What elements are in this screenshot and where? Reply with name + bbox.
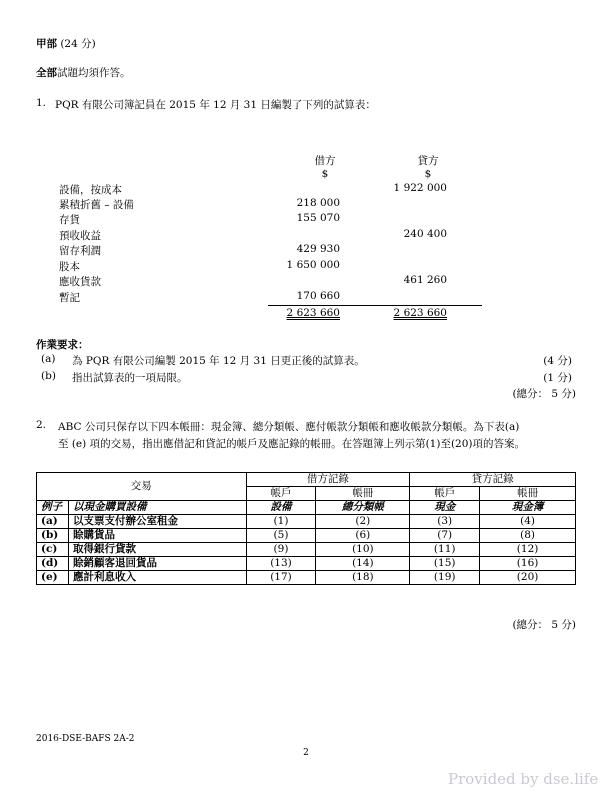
example-desc: 以現金購買設備 (68, 501, 246, 515)
debit-currency: $ (321, 168, 329, 180)
transactions-table (36, 472, 576, 585)
row-tag: (b) (37, 529, 69, 543)
row-c4: (20) (480, 571, 576, 585)
q1-req-text: 指出試算表的一項局限。 (72, 372, 188, 384)
example-credit-book: 現金簿 (480, 501, 576, 515)
tb-row-label: 設備，按成本 (59, 184, 122, 196)
row-c2: (14) (316, 557, 410, 571)
row-c1: (9) (246, 543, 316, 557)
trial-balance-debit-header: 借方 (314, 155, 336, 167)
q2-line1: ABC 公司只保存以下四本帳冊：現金簿、總分類帳、應付帳款分類帳和應收帳款分類帳。為下表(a) (58, 421, 520, 433)
row-c3: (19) (410, 571, 480, 585)
tb-row-label: 股本 (59, 261, 80, 273)
row-c4: (16) (480, 557, 576, 571)
tb-total-credit: 2 623 660 (393, 307, 447, 319)
row-c3: (15) (410, 557, 480, 571)
example-debit-account: 設備 (246, 501, 316, 515)
table-row (37, 529, 576, 543)
q1-req-text: 為 PQR 有限公司編製 2015 年 12 月 31 日更正後的試算表。 (72, 355, 365, 367)
row-c2: (18) (316, 571, 410, 585)
tb-row-debit: 170 660 (296, 290, 340, 302)
row-c2: (6) (316, 529, 410, 543)
section-title (36, 36, 96, 51)
instruction-bold: 全部 (36, 67, 57, 79)
table-row (37, 571, 576, 585)
example-row (37, 501, 576, 515)
trial-balance-credit-header: 貸方 (417, 155, 439, 167)
table-row (37, 515, 576, 529)
row-desc: 取得銀行貸款 (68, 543, 246, 557)
q2-number: 2. (36, 419, 47, 431)
example-tag: 例子 (37, 501, 69, 515)
row-c4: (4) (480, 515, 576, 529)
row-c1: (5) (246, 529, 316, 543)
row-tag: (e) (37, 571, 69, 585)
row-tag: (c) (37, 543, 69, 557)
q2-line2: 至 (e) 項的交易，指出應借記和貸記的帳戶及應記錄的帳冊。在答題簿上列示第(1)至(20)項的答案。 (58, 438, 526, 450)
row-c3: (7) (410, 529, 480, 543)
row-c1: (17) (246, 571, 316, 585)
header-credit-entry: 貸方記錄 (410, 473, 576, 487)
instruction-rest: 試題均須作答。 (57, 67, 131, 79)
header-debit-entry: 借方記錄 (246, 473, 410, 487)
row-c3: (11) (410, 543, 480, 557)
tb-row-credit: 461 260 (403, 274, 447, 286)
row-tag: (d) (37, 557, 69, 571)
q1-req-tag: (b) (41, 370, 56, 382)
header-debit-account: 帳戶 (246, 487, 316, 501)
tb-row-label: 存貨 (59, 214, 80, 226)
row-desc: 應計利息收入 (68, 571, 246, 585)
watermark: Provided by dse.life (448, 770, 599, 788)
tb-row-debit: 218 000 (296, 197, 340, 209)
tb-total-rule (268, 305, 482, 306)
tb-total-debit: 2 623 660 (286, 307, 340, 319)
tb-row-label: 應收貨款 (59, 276, 101, 288)
row-tag: (a) (37, 515, 69, 529)
tb-row-label: 暫記 (59, 292, 80, 304)
tb-row-debit: 155 070 (296, 212, 340, 224)
row-c2: (2) (316, 515, 410, 529)
header-credit-book: 帳冊 (480, 487, 576, 501)
row-desc: 以支票支付辦公室租金 (68, 515, 246, 529)
row-c4: (12) (480, 543, 576, 557)
credit-currency: $ (424, 168, 432, 180)
section-title-bold: 甲部 (36, 38, 57, 50)
tb-row-credit: 1 922 000 (393, 182, 447, 194)
q1-req-marks: (4 分) (543, 355, 572, 367)
header-credit-account: 帳戶 (410, 487, 480, 501)
row-c3: (3) (410, 515, 480, 529)
row-c1: (1) (246, 515, 316, 529)
tb-row-label: 累積折舊 – 設備 (59, 199, 134, 211)
q1-req-marks: (1 分) (543, 372, 572, 384)
tb-row-label: 預收收益 (59, 230, 101, 242)
header-debit-book: 帳冊 (316, 487, 410, 501)
row-desc: 賒銷顧客退回貨品 (68, 557, 246, 571)
table-row (37, 557, 576, 571)
tb-row-label: 留存利潤 (59, 245, 101, 257)
q1-req-tag: (a) (41, 353, 56, 365)
row-c4: (8) (480, 529, 576, 543)
row-desc: 賒購貨品 (68, 529, 246, 543)
q1-total-marks: (總分： 5 分) (512, 388, 576, 400)
table-row (37, 543, 576, 557)
tb-row-debit: 429 930 (296, 243, 340, 255)
q1-intro: PQR 有限公司簿記員在 2015 年 12 月 31 日編製了下列的試算表： (55, 99, 376, 111)
q1-requirements-title: 作業要求： (36, 339, 89, 351)
q1-number: 1. (36, 97, 47, 109)
paper-code: 2016-DSE-BAFS 2A-2 (36, 734, 135, 744)
section-instruction (36, 65, 131, 80)
example-debit-book: 總分類帳 (316, 501, 410, 515)
example-credit-account: 現金 (410, 501, 480, 515)
row-c2: (10) (316, 543, 410, 557)
tb-row-credit: 240 400 (403, 228, 447, 240)
header-transaction: 交易 (37, 473, 247, 501)
q2-total-marks: (總分： 5 分) (512, 619, 576, 631)
row-c1: (13) (246, 557, 316, 571)
section-title-marks: (24 分) (57, 38, 96, 50)
tb-row-debit: 1 650 000 (286, 259, 340, 271)
page-number: 2 (303, 748, 309, 758)
